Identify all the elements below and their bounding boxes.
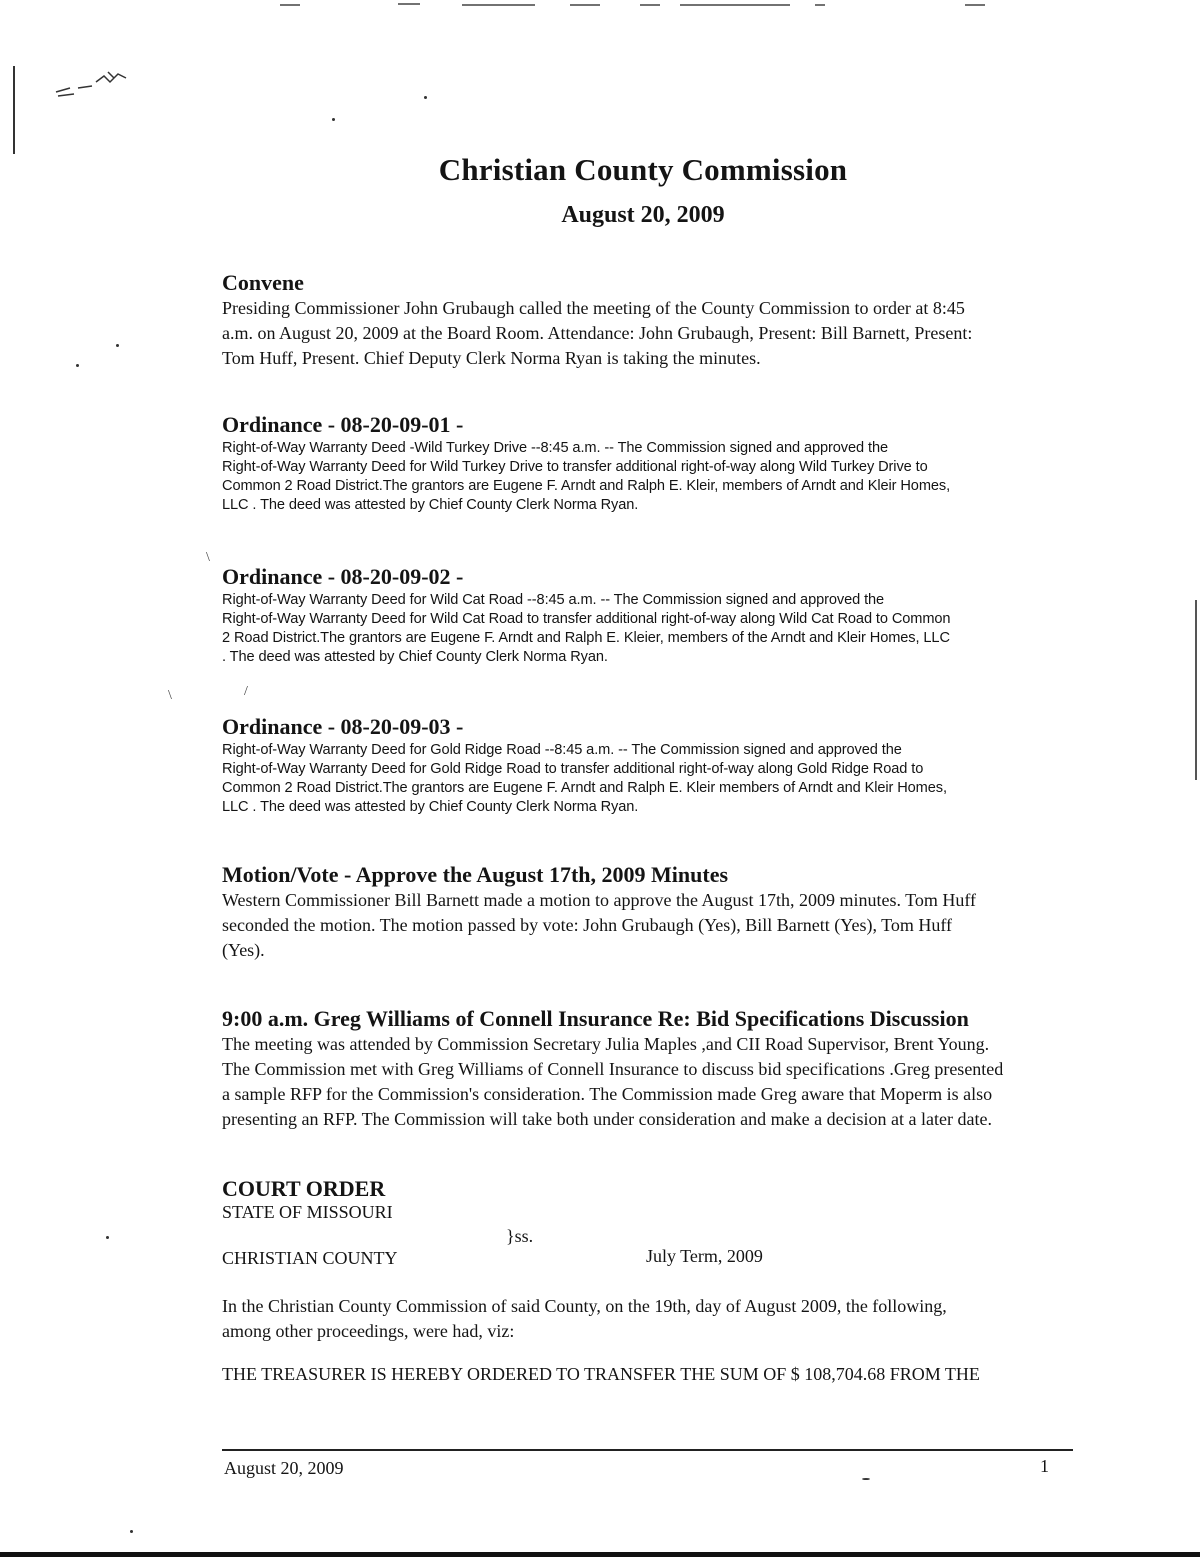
section-heading: Motion/Vote - Approve the August 17th, 2009 Minutes: [222, 862, 729, 887]
body-line: Right-of-Way Warranty Deed -Wild Turkey Drive --8:45 a.m. -- The Commission signed and approved the: [222, 440, 888, 456]
body-line: LLC . The deed was attested by Chief County Clerk Norma Ryan.: [222, 799, 639, 815]
scan-speck: [332, 118, 335, 121]
section-heading: COURT ORDER: [222, 1176, 386, 1201]
ordinance-section: [222, 564, 1082, 667]
court-order-term: July Term, 2009: [646, 1246, 763, 1266]
section-body: [222, 439, 1082, 515]
scan-speck: [76, 364, 79, 367]
body-line: 2 Road District.The grantors are Eugene F. Arndt and Ralph E. Kleier, members of the Arndt and Kleir Homes, LLC: [222, 630, 950, 646]
footer-divider: [222, 1449, 1073, 1451]
page-number: 1: [1040, 1456, 1049, 1476]
scan-speck: /: [244, 684, 248, 699]
section-heading: Ordinance - 08-20-09-03 -: [222, 714, 464, 739]
section-body: [222, 741, 1082, 817]
scan-speck: \: [168, 688, 172, 703]
scan-artifact-left-bar: [13, 66, 15, 154]
scan-artifact-top-rule: [0, 0, 1200, 10]
scan-speck: [130, 1530, 133, 1533]
body-line: Right-of-Way Warranty Deed for Wild Turkey Drive to transfer additional right-of-way along Wild Turkey Drive to: [222, 459, 928, 475]
body-line: The meeting was attended by Commission Secretary Julia Maples ,and CII Road Supervisor, Brent Young.: [222, 1034, 990, 1054]
section-body: [222, 296, 1082, 371]
body-line: . The deed was attested by Chief County Clerk Norma Ryan.: [222, 649, 608, 665]
scan-speck: [116, 344, 119, 347]
scan-speck: [862, 1478, 870, 1480]
court-order-county: CHRISTIAN COUNTY: [222, 1248, 398, 1268]
section-body: [222, 1032, 1092, 1132]
body-line: among other proceedings, were had, viz:: [222, 1321, 515, 1341]
body-line: Right-of-Way Warranty Deed for Gold Ridge Road --8:45 a.m. -- The Commission signed and approved the: [222, 742, 902, 758]
section-heading: Ordinance - 08-20-09-01 -: [222, 412, 464, 437]
scan-speck: [424, 96, 427, 99]
scan-speck: [106, 1236, 109, 1239]
body-line: (Yes).: [222, 940, 265, 960]
section-body: [222, 591, 1082, 667]
court-order-text: THE TREASURER IS HEREBY ORDERED TO TRANSFER THE SUM OF $ 108,704.68 FROM THE: [222, 1364, 980, 1384]
body-line: presenting an RFP. The Commission will take both under consideration and make a decision at a later date.: [222, 1109, 992, 1129]
body-line: Western Commissioner Bill Barnett made a motion to approve the August 17th, 2009 minutes. Tom Huff: [222, 890, 977, 910]
body-line: a.m. on August 20, 2009 at the Board Room. Attendance: John Grubaugh, Present: Bill Barnett, Present:: [222, 323, 973, 343]
motion-section: [222, 862, 1082, 963]
court-order-ss: }ss.: [506, 1226, 534, 1246]
footer-date: August 20, 2009: [224, 1458, 344, 1478]
scan-artifact-right-bar: [1195, 600, 1197, 780]
ordinance-section: [222, 412, 1082, 515]
scan-speck: \: [206, 550, 210, 565]
document-date: August 20, 2009: [561, 202, 725, 228]
court-order-section: [222, 1176, 1082, 1202]
body-line: Common 2 Road District.The grantors are Eugene F. Arndt and Ralph E. Kleir, members of Arndt and Kleir Homes,: [222, 478, 951, 494]
section-body: [222, 888, 1082, 963]
section-heading: Ordinance - 08-20-09-02 -: [222, 564, 464, 589]
ordinance-section: [222, 714, 1082, 817]
court-order-state: STATE OF MISSOURI: [222, 1202, 393, 1222]
body-line: LLC . The deed was attested by Chief County Clerk Norma Ryan.: [222, 497, 639, 513]
body-line: Presiding Commissioner John Grubaugh called the meeting of the County Commission to order at 8:45: [222, 298, 965, 318]
document-title: Christian County Commission: [438, 152, 848, 187]
body-line: Right-of-Way Warranty Deed for Wild Cat Road --8:45 a.m. -- The Commission signed and approved the: [222, 592, 885, 608]
body-line: Common 2 Road District.The grantors are Eugene F. Arndt and Ralph E. Kleir members of Arndt and Kleir Homes,: [222, 780, 947, 796]
body-line: a sample RFP for the Commission's consideration. The Commission made Greg aware that Moperm is also: [222, 1084, 993, 1104]
body-line: In the Christian County Commission of said County, on the 19th, day of August 2009, the following,: [222, 1296, 947, 1316]
section-heading: 9:00 a.m. Greg Williams of Connell Insurance Re: Bid Specifications Discussion: [222, 1006, 969, 1031]
section-heading: Convene: [222, 270, 304, 295]
meeting-section: [222, 1006, 1092, 1132]
scan-artifact-bottom-rule: [0, 1552, 1200, 1557]
body-line: seconded the motion. The motion passed by vote: John Grubaugh (Yes), Bill Barnett (Yes), Tom Huff: [222, 915, 953, 935]
body-line: Right-of-Way Warranty Deed for Gold Ridge Road to transfer additional right-of-way along Gold Ridge Road to: [222, 761, 924, 777]
body-line: Tom Huff, Present. Chief Deputy Clerk Norma Ryan is taking the minutes.: [222, 348, 761, 368]
convene-section: [222, 270, 1082, 371]
court-order-proceedings: [222, 1294, 1082, 1344]
body-line: The Commission met with Greg Williams of Connell Insurance to discuss bid specifications .Greg presented: [222, 1059, 1004, 1079]
scan-artifact-scribble: [52, 64, 142, 104]
body-line: Right-of-Way Warranty Deed for Wild Cat Road to transfer additional right-of-way along Wild Cat Road to Common: [222, 611, 951, 627]
